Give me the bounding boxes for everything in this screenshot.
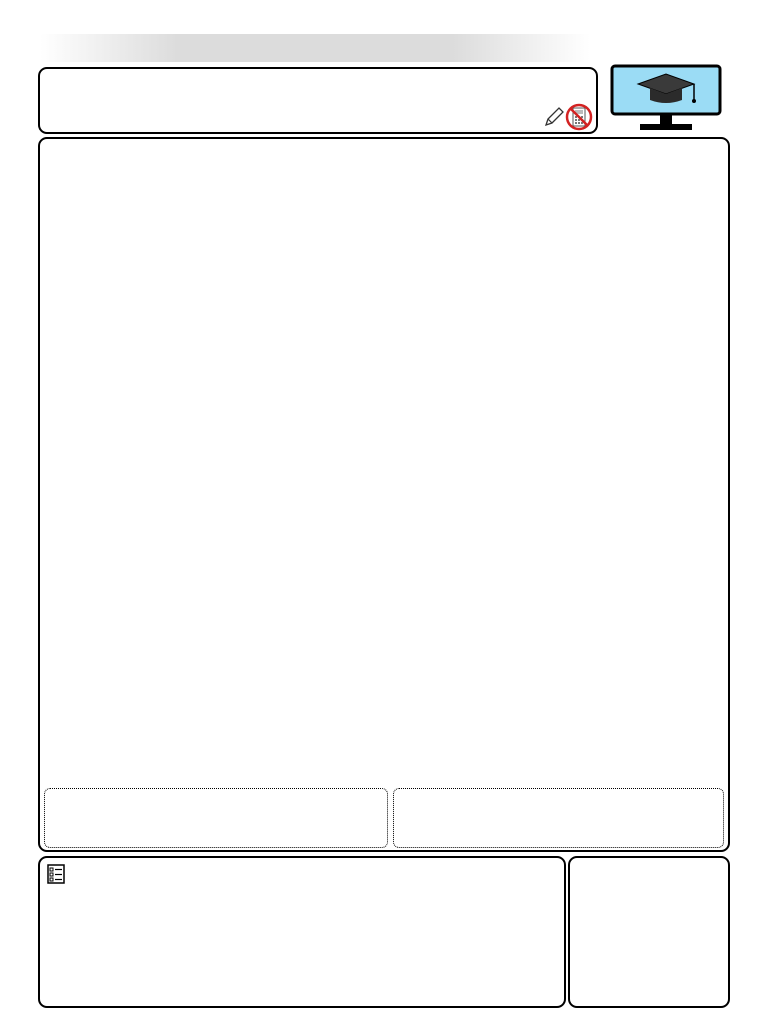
no-calculator-icon xyxy=(565,103,593,131)
name-box[interactable] xyxy=(38,67,598,134)
title-banner xyxy=(40,34,590,62)
conversion-graphs xyxy=(40,160,730,515)
computer-graduation-cap-icon xyxy=(610,64,722,136)
answer-box-z[interactable] xyxy=(393,788,724,848)
litres-fluid-ounces-graph xyxy=(355,860,565,1006)
answer-box-y[interactable] xyxy=(44,788,388,848)
checklist-icon xyxy=(47,864,65,884)
exam-answer-box[interactable] xyxy=(568,856,730,1008)
pencil-icon xyxy=(543,106,565,128)
